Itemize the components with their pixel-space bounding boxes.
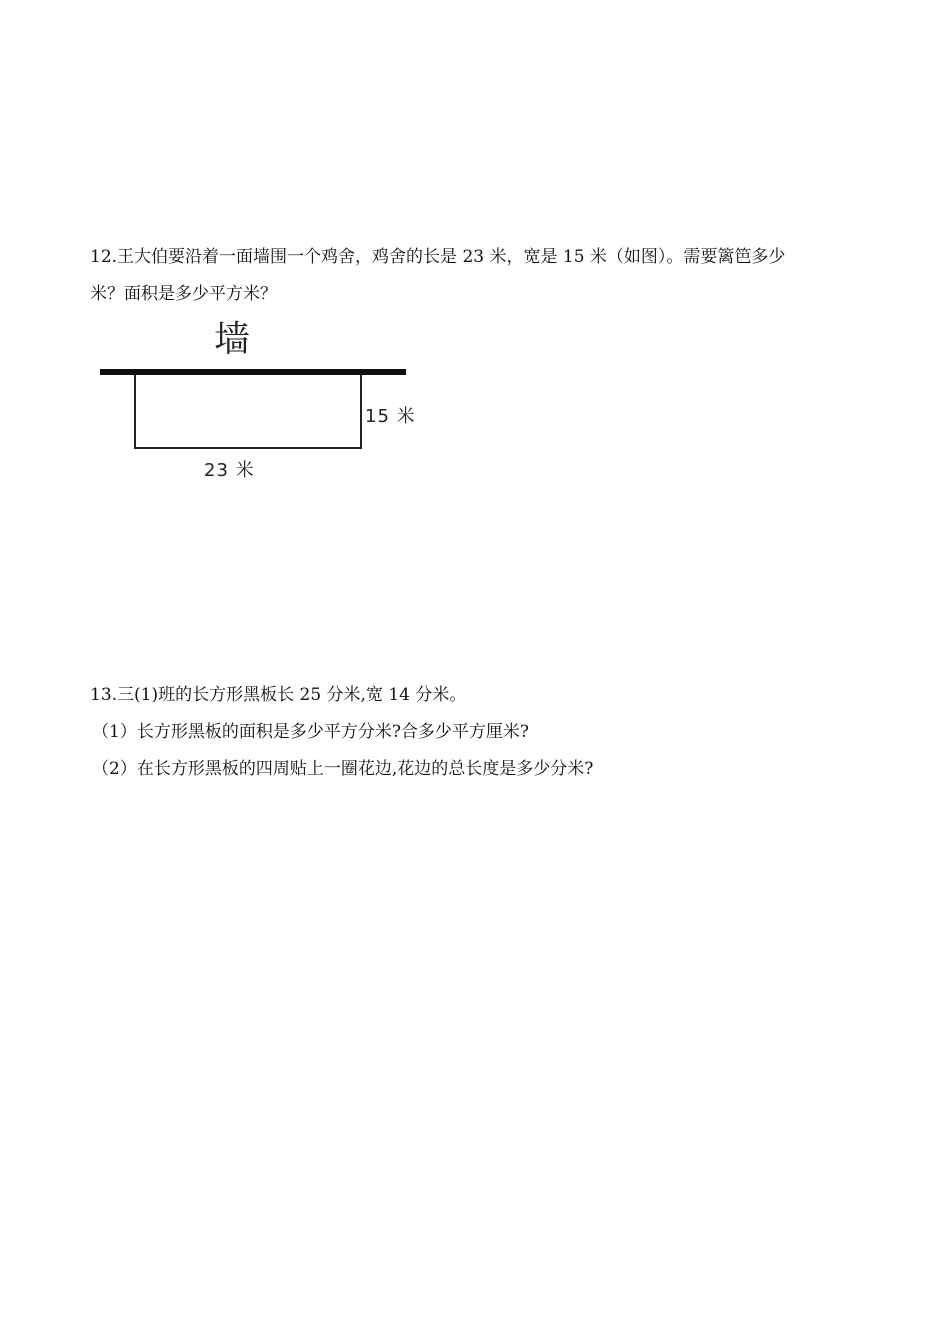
- width-label: 15 米: [365, 406, 416, 427]
- coop-rectangle: [134, 375, 362, 449]
- question-12-text-line2: 米？面积是多少平方米？: [90, 284, 277, 304]
- question-13-subquestion-1: （1）长方形黑板的面积是多少平方分米?合多少平方厘米?: [92, 722, 530, 742]
- question-13-subquestion-2: （2）在长方形黑板的四周贴上一圈花边,花边的总长度是多少分米?: [92, 759, 594, 779]
- question-13-text: 13.三(1)班的长方形黑板长 25 分米,宽 14 分米。: [90, 685, 467, 705]
- question-12-text-line1: 12.王大伯要沿着一面墙围一个鸡舍，鸡舍的长是 23 米，宽是 15 米（如图）。需要篱笆多少: [90, 247, 786, 267]
- chicken-coop-figure: [96, 319, 436, 487]
- length-label: 23 米: [204, 460, 255, 481]
- wall-label: 墙: [214, 319, 251, 360]
